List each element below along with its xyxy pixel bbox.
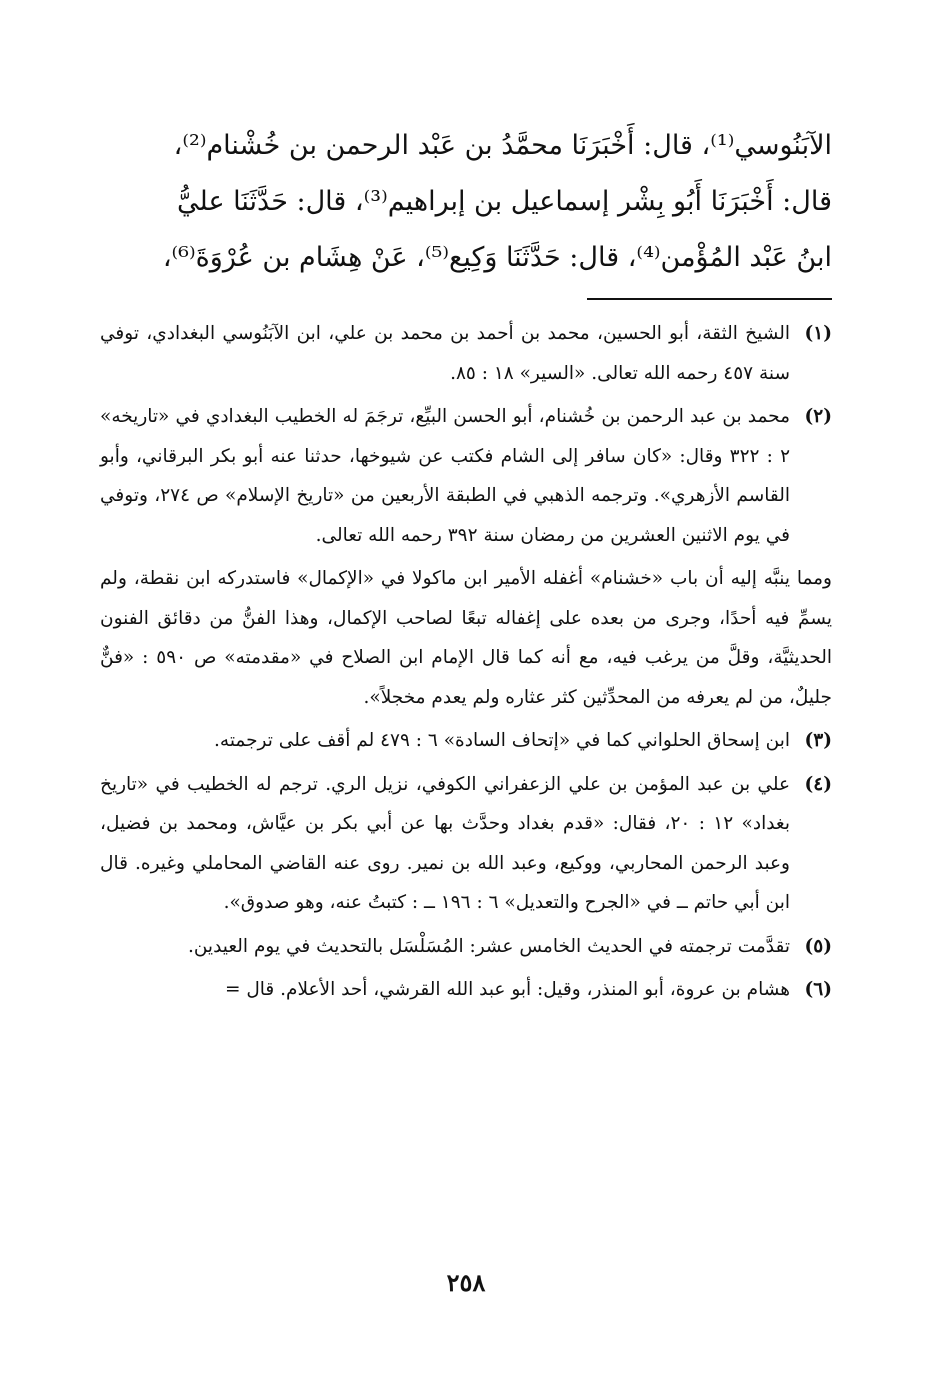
footnote-text: تقدَّمت ترجمته في الحديث الخامس عشر: المُسَلْسَل بالتحديث في يوم العيدين.	[187, 935, 790, 957]
footnote-number: (٣)	[804, 730, 832, 751]
footnote-text: ابن إسحاق الحلواني كما في «إتحاف السادة» ٦ : ٤٧٩ لم أقف على ترجمته.	[214, 730, 790, 751]
footnote-2	[100, 397, 832, 555]
footnote-5	[100, 927, 832, 967]
footnote-number: (٢)	[804, 406, 832, 427]
footnote-3	[100, 721, 832, 761]
main-text-line: الآبَنُوسي⁽¹⁾، قال: أَخْبَرَنَا محمَّدُ بن عَبْد الرحمن بن خُشْنام⁽²⁾،	[173, 130, 832, 161]
book-page	[100, 118, 832, 1308]
footnote-text: هشام بن عروة، أبو المنذر، وقيل: أبو عبد الله القرشي، أحد الأعلام. قال =	[224, 979, 790, 1000]
page-number: ٢٥٨	[446, 1268, 486, 1297]
footnote-text: علي بن عبد المؤمن بن علي الزعفراني الكوفي، نزيل الري. ترجم له الخطيب في «تاريخ بغداد» ١٢ : ٢٠، فقال: «قدم بغداد وحدَّث بها عن أبي بكر بن عيَّاش، ومحمد بن فضيل، وعبد الرحمن المحاربي، ووكيع، وعبد الله بن نمير. روى عنه القاضي المحاملي وغيره. قال ابن أبي حاتم ــ في «الجرح والتعديل» ٦ : ١٩٦ ــ : كتبتُ عنه، وهو صدوق».	[100, 773, 790, 913]
footnote-number: (٥)	[804, 935, 832, 957]
main-text-line: ابنُ عَبْد المُؤْمن⁽⁴⁾، قال: حَدَّثَنَا وَكِيع⁽⁵⁾، عَنْ هِشَام بن عُرْوَةَ⁽⁶⁾،	[162, 242, 832, 273]
footnote-text: الشيخ الثقة، أبو الحسين، محمد بن أحمد بن محمد بن علي، ابن الآبَنُوسي البغدادي، توفي سنة ٤٥٧ رحمه الله تعالى. «السير» ١٨ : ٨٥.	[100, 323, 790, 384]
footnote-4	[100, 765, 832, 923]
footnote-number: (٦)	[804, 979, 832, 1000]
footnotes	[100, 314, 832, 1014]
footnote-text: محمد بن عبد الرحمن بن خُشنام، أبو الحسن البيِّع، ترجَمَ له الخطيب البغدادي في «تاريخه» ٢ : ٣٢٢ وقال: «كان سافر إلى الشام فكتب عن شيوخها، حدثنا عنه أبو بكر البرقاني، وأبو القاسم الأزهري». وترجمه الذهبي في الطبقة الأربعين من «تاريخ الإسلام» ص ٢٧٤، وتوفي في يوم الاثنين العشرين من رمضان سنة ٣٩٢ رحمه الله تعالى.	[100, 406, 790, 546]
footnote-number: (١)	[804, 323, 832, 344]
footnote-6	[100, 970, 832, 1010]
footnote-2-continuation: ومما ينبَّه إليه أن باب «خشنام» أغفله الأمير ابن ماكولا في «الإكمال» فاستدركه ابن نقطة، ولم يسمِّ فيه أحدًا، وجرى من بعده على إغفاله تبعًا لصاحب الإكمال، وهذا الفنُّ من دقائق الفنون الحديثيَّة، وقلَّ من يرغب فيه، مع أنه كما قال الإمام ابن الصلاح في «مقدمته» ص ٥٩٠ : «فنٌّ جليلٌ، من لم يعرفه من المحدِّثين كثر عثاره ولم يعدم مخجلاً».	[100, 568, 832, 708]
main-text	[100, 118, 832, 286]
main-text-line: قال: أَخْبَرَنَا أَبُو بِشْر إسماعيل بن إبراهيم⁽³⁾، قال: حَدَّثَنَا عليُّ	[177, 186, 832, 217]
footnote-separator	[587, 298, 832, 300]
footnote-1	[100, 314, 832, 393]
footnote-number: (٤)	[804, 773, 832, 795]
